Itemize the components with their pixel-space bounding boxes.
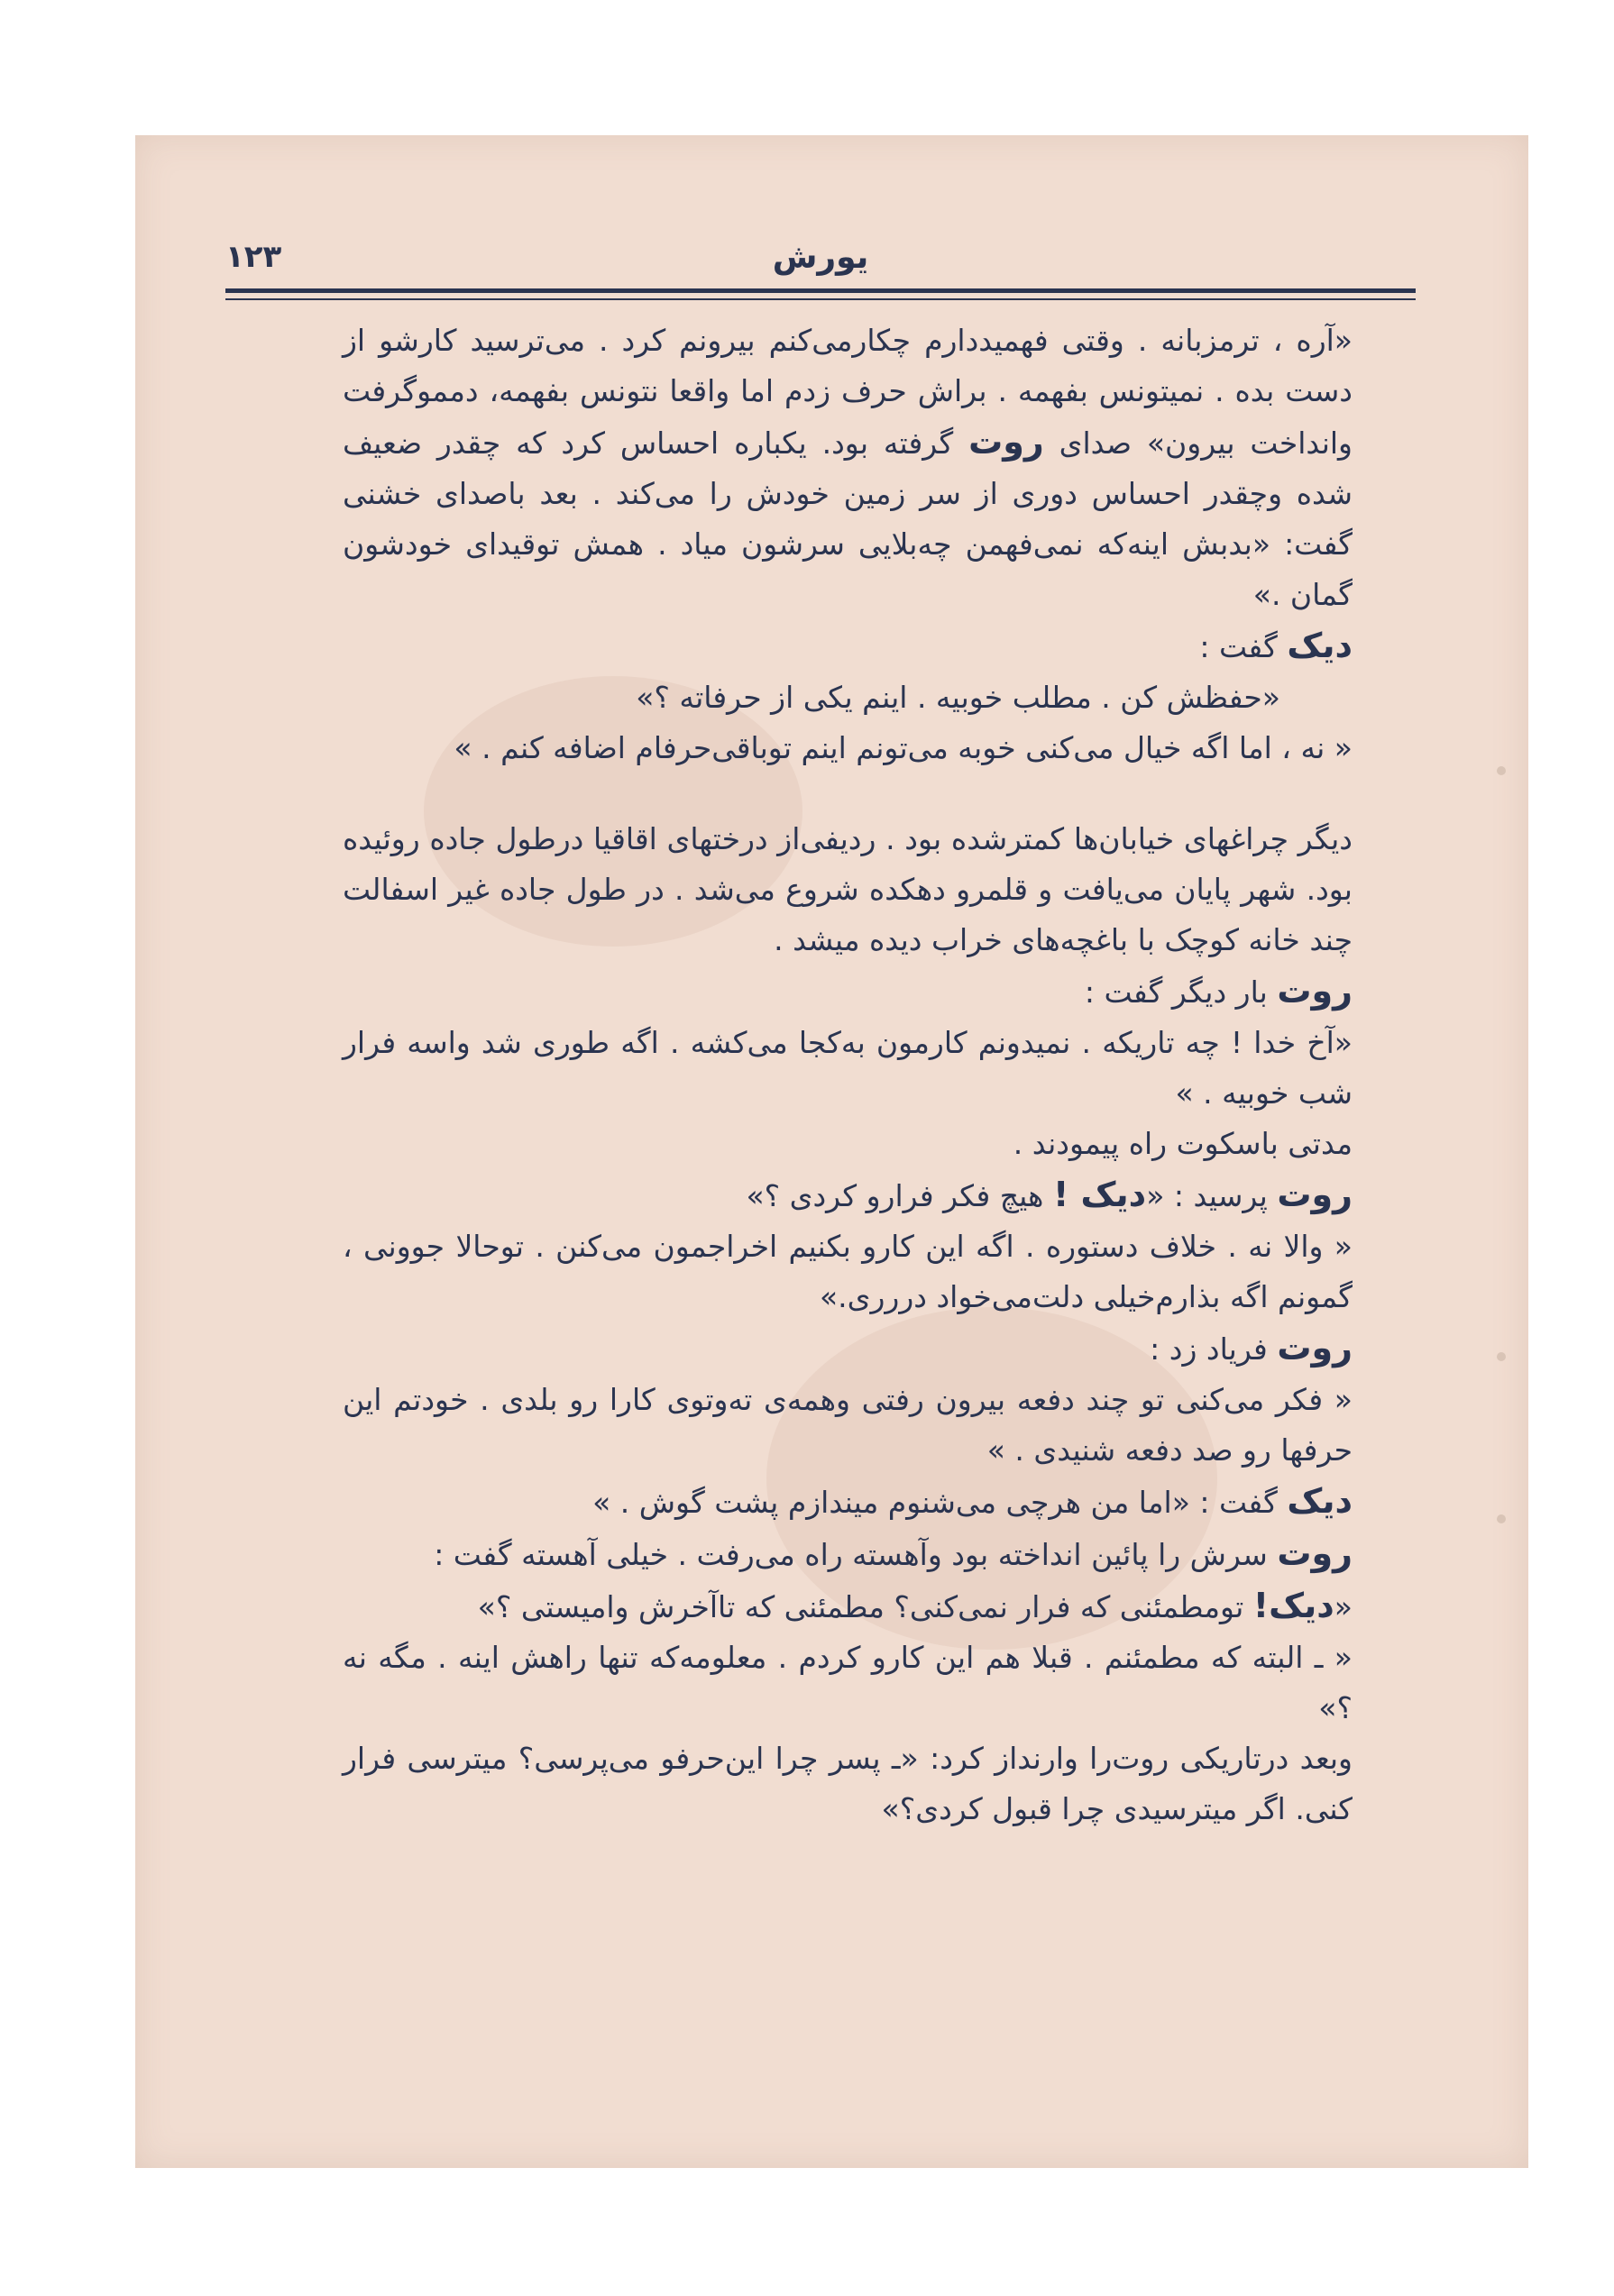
header-rule-thin: [225, 298, 1416, 300]
paragraph: [343, 620, 1416, 672]
paragraph: [343, 1476, 1416, 1528]
speaker-name: روت: [968, 422, 1044, 462]
paragraph: «حفظش کن . مطلب خوبیه . اینم یکی از حرفاته ؟»: [636, 680, 1280, 715]
paragraph-text: «: [1334, 1589, 1353, 1624]
paragraph: [343, 965, 1416, 1018]
paragraph: دیگر چراغهای خیابان‌ها کمترشده بود . ردیفی‌از درختهای اقاقیا درطول جاده روئیده بود. شهر پایان می‌یافت و قلمرو دهکده شروع می‌شد . در طول جاده غیر اسفالت چند خانه کوچک با باغچه‌های خراب دیده میشد .: [343, 821, 1353, 957]
body-text: [343, 316, 1416, 1834]
paragraph: « نه ، اما اگه خیال می‌کنی خوبه می‌تونم اینم توباقی‌حرفام اضافه کنم . »: [454, 730, 1353, 765]
paragraph-text: گفت :: [1199, 629, 1278, 664]
speaker-name: روت: [1277, 1328, 1353, 1368]
binding-hole: [1497, 766, 1506, 775]
paragraph-text: گفت : «اما من هرچی می‌شنوم میندازم پشت گوش . »: [592, 1485, 1278, 1520]
paragraph: [343, 316, 1416, 620]
paragraph-text: بار دیگر گفت :: [1084, 974, 1268, 1010]
paragraph-text: سرش را پائین انداخته بود وآهسته راه می‌رفت . خیلی آهسته گفت :: [434, 1537, 1268, 1572]
speaker-name: دیک: [1287, 1481, 1353, 1521]
paragraph-text: هیچ فکر فرارو کردی ؟»: [746, 1178, 1044, 1213]
paragraph: [343, 1580, 1416, 1633]
speaker-name: روت: [1277, 971, 1353, 1011]
paragraph-text: فریاد زد :: [1150, 1331, 1268, 1367]
section-gap: [343, 773, 1416, 814]
paragraph: [343, 1169, 1416, 1221]
paragraph-text: «آره ، ترمزبانه . وقتی فهمیددارم چکارمی‌کنم بیرونم کرد . می‌ترسید کارشو از دست بده . نمیتونس بفهمه . براش حرف زدم اما واقعا نتونس بفهمه، دمموگرفت وانداخت بیرون» صدای: [343, 323, 1353, 461]
speaker-name: روت: [1277, 1533, 1353, 1573]
header-rule-thick: [225, 288, 1416, 293]
page-header: [225, 239, 1416, 284]
speaker-name: روت: [1277, 1175, 1353, 1214]
paragraph: مدتی باسکوت راه پیمودند .: [1013, 1126, 1353, 1161]
paragraph-text: گرفته بود. یکباره احساس کرد که چقدر ضعیف شده وچقدر احساس دوری از سر زمین خودش را می‌کند . بعد باصدای خشنی گفت: «بدبش اینه‌که نمی‌فهمن چه‌بلایی سرشون میاد . همش توقیدای خودشون گمان .»: [343, 425, 1353, 612]
paragraph: [343, 1528, 1416, 1580]
paragraph: « فکر می‌کنی تو چند دفعه بیرون رفتی وهمه‌ی ته‌وتوی کارا رو بلدی . خودتم این حرفها رو صد دفعه شنیدی . »: [343, 1382, 1353, 1468]
paragraph: وبعد درتاریکی روت‌را وارنداز کرد: «ـ پسر چرا این‌حرفو می‌پرسی؟ میترسی فرار کنی. اگر میترسیدی چرا قبول کردی؟»: [343, 1741, 1353, 1826]
speaker-name: دیک !: [1052, 1175, 1147, 1214]
binding-hole: [1497, 1514, 1506, 1523]
paragraph: [343, 1322, 1416, 1375]
paragraph: « والا نه . خلاف دستوره . اگه این کارو بکنیم اخراجمون می‌کنن . توحالا جوونی ، گمونم اگه بذارم‌خیلی دلت‌می‌خواد دررری.»: [343, 1229, 1353, 1314]
page-number: ۱۲۳: [225, 239, 282, 275]
binding-hole: [1497, 1352, 1506, 1361]
running-title: یورش: [772, 239, 869, 276]
paragraph-text: پرسید : «: [1146, 1178, 1268, 1213]
speaker-name: دیک: [1287, 626, 1353, 665]
paragraph: «آخ خدا ! چه تاریکه . نمیدونم کارمون به‌کجا می‌کشه . اگه طوری شد واسه فرار شب خوبیه . »: [343, 1025, 1353, 1111]
speaker-name: دیک!: [1252, 1586, 1334, 1625]
paragraph-text: تومطمئنی که فرار نمی‌کنی؟ مطمئنی که تاآخرش وامیستی ؟»: [477, 1589, 1244, 1624]
paragraph: « ـ البته که مطمئنم . قبلا هم این کارو کردم . معلومه‌که تنها راهش اینه . مگه نه ؟»: [343, 1640, 1353, 1725]
